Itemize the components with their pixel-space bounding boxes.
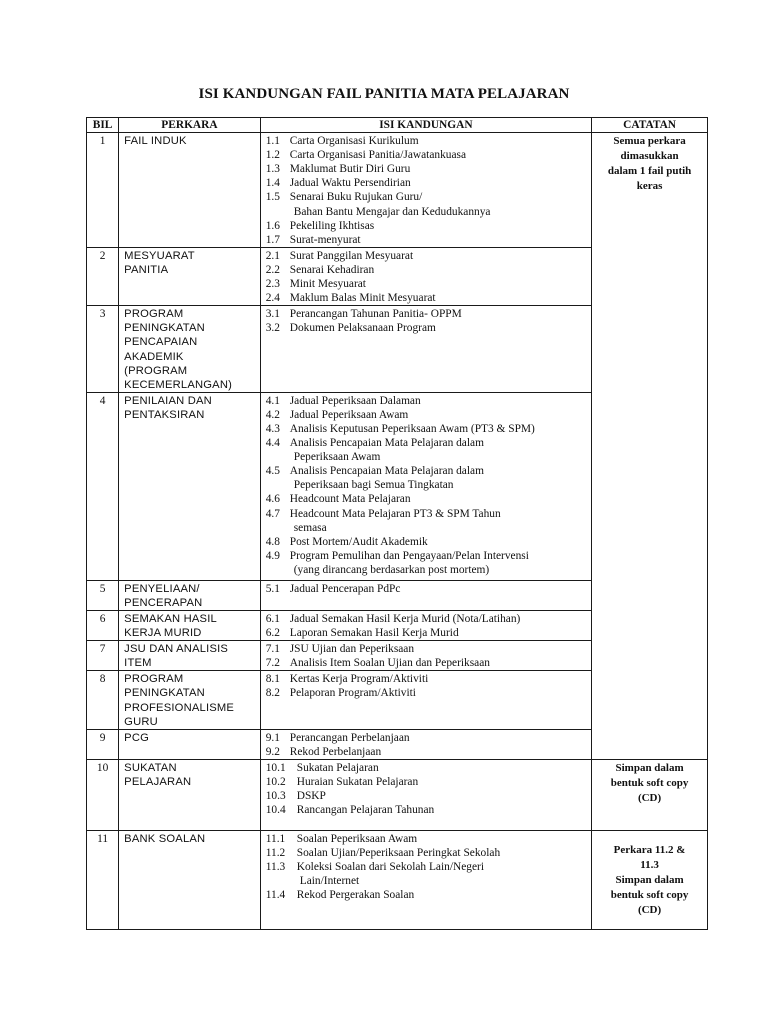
content-item: [266, 626, 586, 640]
perkara-cell: [119, 610, 261, 640]
perkara-line: FAIL INDUK: [124, 135, 187, 148]
item-text: Rancangan Pelajaran Tahunan: [296, 804, 435, 817]
item-text: Analisis Pencapaian Mata Pelajaran dalam: [289, 465, 484, 478]
perkara-line: PENYELIAAN/: [124, 582, 200, 595]
content-item: [266, 321, 586, 335]
catatan-line: Simpan dalam: [615, 873, 684, 886]
item-number: 10.2: [265, 776, 286, 788]
content-item: [266, 176, 586, 190]
item-text: Pelaporan Program/Aktiviti: [289, 687, 416, 700]
item-number: 11.2: [265, 847, 286, 859]
content-item: [266, 789, 586, 803]
item-number: 10.4: [265, 804, 286, 817]
item-number: 7.2: [265, 657, 280, 670]
item-number: 9.1: [265, 731, 280, 744]
item-number: 4.8: [265, 535, 280, 548]
header-catatan: CATATAN: [592, 118, 708, 133]
catatan-line: Perkara 11.2 &: [613, 843, 686, 856]
bil-cell: 9: [87, 729, 119, 759]
bil-cell: 5: [87, 580, 119, 610]
perkara-line: JSU DAN ANALISIS: [124, 643, 229, 656]
item-text-continuation: Peperiksaan bagi Semua Tingkatan: [293, 479, 454, 492]
item-number: 4.3: [265, 422, 280, 435]
item-text: Pekeliling Ikhtisas: [289, 219, 375, 232]
perkara-line: PANITIA: [124, 263, 169, 276]
table-row: [87, 133, 708, 248]
content-item: [266, 761, 586, 775]
catatan-line: dimasukkan: [620, 150, 679, 163]
item-text: Huraian Sukatan Pelajaran: [296, 776, 419, 788]
content-item: [266, 672, 586, 686]
item-text: Dokumen Pelaksanaan Program: [289, 322, 436, 335]
bil-cell: 7: [87, 641, 119, 671]
header-bil: BIL: [87, 118, 119, 133]
perkara-line: PENINGKATAN: [124, 687, 205, 700]
item-text: Soalan Ujian/Peperiksaan Peringkat Sekolah: [296, 847, 501, 859]
item-number: 6.2: [265, 627, 280, 640]
item-number: 7.1: [265, 643, 280, 656]
item-number: 1.2: [265, 149, 280, 162]
item-text: Maklum Balas Minit Mesyuarat: [289, 292, 436, 305]
content-item: [266, 464, 586, 478]
perkara-line: SUKATAN: [124, 761, 177, 774]
perkara-cell: [119, 133, 261, 248]
isi-kandungan-cell: [260, 247, 591, 305]
item-text: Senarai Buku Rujukan Guru/: [289, 191, 423, 204]
item-number: 1.6: [265, 219, 280, 232]
item-text: Rekod Pergerakan Soalan: [296, 889, 415, 902]
content-item: [266, 745, 586, 759]
item-text: Headcount Mata Pelajaran: [289, 493, 411, 506]
perkara-cell: [119, 641, 261, 671]
item-number: 6.1: [265, 612, 280, 625]
item-text: Sukatan Pelajaran: [296, 761, 379, 774]
item-text-continuation: Bahan Bantu Mengajar dan Kedudukannya: [293, 205, 491, 218]
item-text: Surat-menyurat: [289, 233, 361, 246]
perkara-line: PCG: [124, 731, 150, 744]
item-text: JSU Ujian dan Peperiksaan: [289, 643, 415, 656]
item-text-continuation: Lain/Internet: [299, 875, 360, 888]
isi-kandungan-cell: [260, 580, 591, 610]
content-item: [266, 832, 586, 846]
item-text: DSKP: [296, 790, 326, 803]
content-item: [266, 408, 586, 422]
perkara-cell: [119, 306, 261, 393]
content-item: [266, 535, 586, 549]
content-item: [266, 888, 586, 902]
isi-kandungan-cell: [260, 830, 591, 929]
bil-cell: 10: [87, 759, 119, 830]
item-number: 4.4: [265, 437, 280, 450]
item-number: 4.5: [265, 465, 280, 478]
perkara-line: PELAJARAN: [124, 776, 192, 788]
isi-kandungan-cell: [260, 392, 591, 580]
item-text-continuation: (yang dirancang berdasarkan post mortem): [293, 563, 490, 576]
item-text: Maklumat Butir Diri Guru: [289, 163, 411, 176]
perkara-line: KERJA MURID: [124, 627, 202, 640]
item-number: 1.5: [265, 191, 280, 204]
isi-kandungan-cell: [260, 759, 591, 830]
bil-cell: 8: [87, 671, 119, 729]
item-text: Headcount Mata Pelajaran PT3 & SPM Tahun: [289, 507, 501, 520]
catatan-line: Simpan dalam: [615, 761, 684, 774]
item-text: Jadual Peperiksaan Dalaman: [289, 394, 421, 407]
perkara-line: GURU: [124, 715, 158, 728]
item-text: Jadual Peperiksaan Awam: [289, 408, 409, 421]
item-number: 4.9: [265, 549, 280, 562]
item-text: Laporan Semakan Hasil Kerja Murid: [289, 627, 459, 640]
content-item: [266, 291, 586, 305]
content-item: [266, 263, 586, 277]
perkara-line: PENINGKATAN: [124, 322, 205, 335]
item-number: 4.6: [265, 493, 280, 506]
item-text: Rekod Perbelanjaan: [289, 745, 382, 758]
isi-kandungan-cell: [260, 729, 591, 759]
item-number: 2.4: [265, 292, 280, 305]
catatan-line: bentuk soft copy: [610, 776, 689, 789]
header-isi-kandungan: ISI KANDUNGAN: [260, 118, 591, 133]
item-text: Koleksi Soalan dari Sekolah Lain/Negeri: [296, 861, 484, 874]
content-item: [266, 190, 586, 204]
content-item: [266, 612, 586, 626]
item-number: 1.7: [265, 233, 280, 246]
perkara-line: PENCAPAIAN: [124, 336, 198, 349]
content-item: [266, 492, 586, 506]
item-number: 2.3: [265, 278, 280, 291]
perkara-line: PENILAIAN DAN: [124, 394, 212, 407]
item-text-continuation: semasa: [293, 521, 327, 534]
item-number: 8.2: [265, 687, 280, 700]
item-text-continuation: Peperiksaan Awam: [293, 451, 381, 464]
item-number: 5.1: [265, 582, 280, 595]
content-item: [266, 277, 586, 291]
bil-cell: 6: [87, 610, 119, 640]
perkara-line: BANK SOALAN: [124, 832, 206, 845]
content-item: [266, 307, 586, 321]
perkara-line: AKADEMIK: [124, 350, 184, 363]
catatan-cell: [592, 133, 708, 760]
item-text: Post Mortem/Audit Akademik: [289, 535, 428, 548]
catatan-line: Semua perkara: [613, 135, 686, 148]
item-text: Carta Organisasi Panitia/Jawatankuasa: [289, 149, 467, 162]
content-item: [266, 803, 586, 817]
content-item: [266, 642, 586, 656]
perkara-line: ITEM: [124, 657, 152, 670]
item-number: 1.1: [265, 135, 280, 148]
perkara-line: (PROGRAM: [124, 364, 188, 377]
document-title: ISI KANDUNGAN FAIL PANITIA MATA PELAJARAN: [198, 86, 570, 102]
catatan-cell: [592, 759, 708, 830]
item-text: Jadual Pencerapan PdPc: [289, 582, 401, 595]
item-text: Analisis Keputusan Peperiksaan Awam (PT3 & SPM): [289, 422, 535, 435]
item-text: Analisis Pencapaian Mata Pelajaran dalam: [289, 437, 484, 450]
perkara-cell: [119, 759, 261, 830]
content-item: [266, 860, 586, 874]
item-number: 2.1: [265, 249, 280, 262]
perkara-cell: [119, 671, 261, 729]
table-body: [87, 133, 708, 930]
item-number: 2.2: [265, 263, 280, 276]
perkara-line: PENCERAPAN: [124, 596, 203, 609]
bil-cell: 4: [87, 392, 119, 580]
table-row: [87, 759, 708, 830]
content-item: [266, 549, 586, 563]
item-number: 4.7: [265, 507, 280, 520]
item-number: 11.3: [265, 861, 286, 874]
bil-cell: 2: [87, 247, 119, 305]
item-text: Senarai Kehadiran: [289, 263, 375, 276]
perkara-line: PENTAKSIRAN: [124, 408, 205, 421]
content-item: [266, 846, 586, 860]
isi-kandungan-cell: [260, 671, 591, 729]
perkara-line: PROGRAM: [124, 308, 184, 321]
item-number: 11.1: [265, 832, 286, 845]
content-item: [266, 507, 586, 521]
item-number: 10.3: [265, 790, 286, 803]
header-perkara: PERKARA: [119, 118, 261, 133]
content-item: [266, 731, 586, 745]
content-item: [266, 249, 586, 263]
item-number: 1.3: [265, 163, 280, 176]
perkara-cell: [119, 580, 261, 610]
item-text: Analisis Item Soalan Ujian dan Peperiksaan: [289, 657, 490, 670]
item-text: Program Pemulihan dan Pengayaan/Pelan Intervensi: [289, 549, 529, 562]
perkara-line: KECEMERLANGAN): [124, 378, 233, 391]
perkara-cell: [119, 729, 261, 759]
content-item: [266, 394, 586, 408]
bil-cell: 3: [87, 306, 119, 393]
perkara-line: SEMAKAN HASIL: [124, 612, 217, 625]
catatan-line: dalam 1 fail putih: [607, 165, 692, 178]
catatan-line: keras: [636, 180, 663, 193]
item-number: 1.4: [265, 177, 280, 190]
perkara-cell: [119, 830, 261, 929]
content-item: [266, 775, 586, 789]
perkara-line: PROFESIONALISME: [124, 701, 235, 714]
item-text: Jadual Semakan Hasil Kerja Murid (Nota/Latihan): [289, 612, 521, 625]
content-item: [266, 582, 586, 596]
isi-kandungan-cell: [260, 133, 591, 248]
content-item: [266, 162, 586, 176]
perkara-cell: [119, 392, 261, 580]
item-text: Perancangan Tahunan Panitia- OPPM: [289, 308, 462, 321]
item-number: 11.4: [265, 889, 286, 902]
table-row: [87, 830, 708, 929]
perkara-line: MESYUARAT: [124, 249, 195, 262]
item-number: 9.2: [265, 745, 280, 758]
content-item: [266, 233, 586, 247]
item-number: 3.2: [265, 322, 280, 335]
catatan-line: (CD): [637, 791, 662, 804]
item-text: Surat Panggilan Mesyuarat: [289, 249, 414, 262]
item-text: Perancangan Perbelanjaan: [289, 731, 410, 744]
content-item: [266, 148, 586, 162]
item-text: Carta Organisasi Kurikulum: [289, 135, 419, 148]
catatan-cell: [592, 830, 708, 929]
perkara-line: PROGRAM: [124, 673, 184, 686]
content-item: [266, 219, 586, 233]
content-item: [266, 422, 586, 436]
isi-kandungan-cell: [260, 641, 591, 671]
item-number: 4.2: [265, 408, 280, 421]
perkara-cell: [119, 247, 261, 305]
item-text: Kertas Kerja Program/Aktiviti: [289, 673, 429, 686]
contents-table: [86, 117, 708, 930]
content-item: [266, 686, 586, 700]
bil-cell: 1: [87, 133, 119, 248]
content-item: [266, 436, 586, 450]
item-number: 3.1: [265, 308, 280, 321]
isi-kandungan-cell: [260, 306, 591, 393]
bil-cell: 11: [87, 830, 119, 929]
catatan-line: (CD): [637, 903, 662, 916]
item-text: Minit Mesyuarat: [289, 278, 366, 291]
table-header-row: [87, 118, 708, 133]
catatan-line: bentuk soft copy: [610, 888, 689, 901]
item-text: Jadual Waktu Persendirian: [289, 177, 411, 190]
isi-kandungan-cell: [260, 610, 591, 640]
item-text: Soalan Peperiksaan Awam: [296, 832, 418, 845]
content-item: [266, 134, 586, 148]
item-number: 4.1: [265, 394, 280, 407]
item-number: 8.1: [265, 673, 280, 686]
catatan-line: 11.3: [640, 858, 659, 871]
content-item: [266, 656, 586, 670]
item-number: 10.1: [265, 761, 286, 774]
